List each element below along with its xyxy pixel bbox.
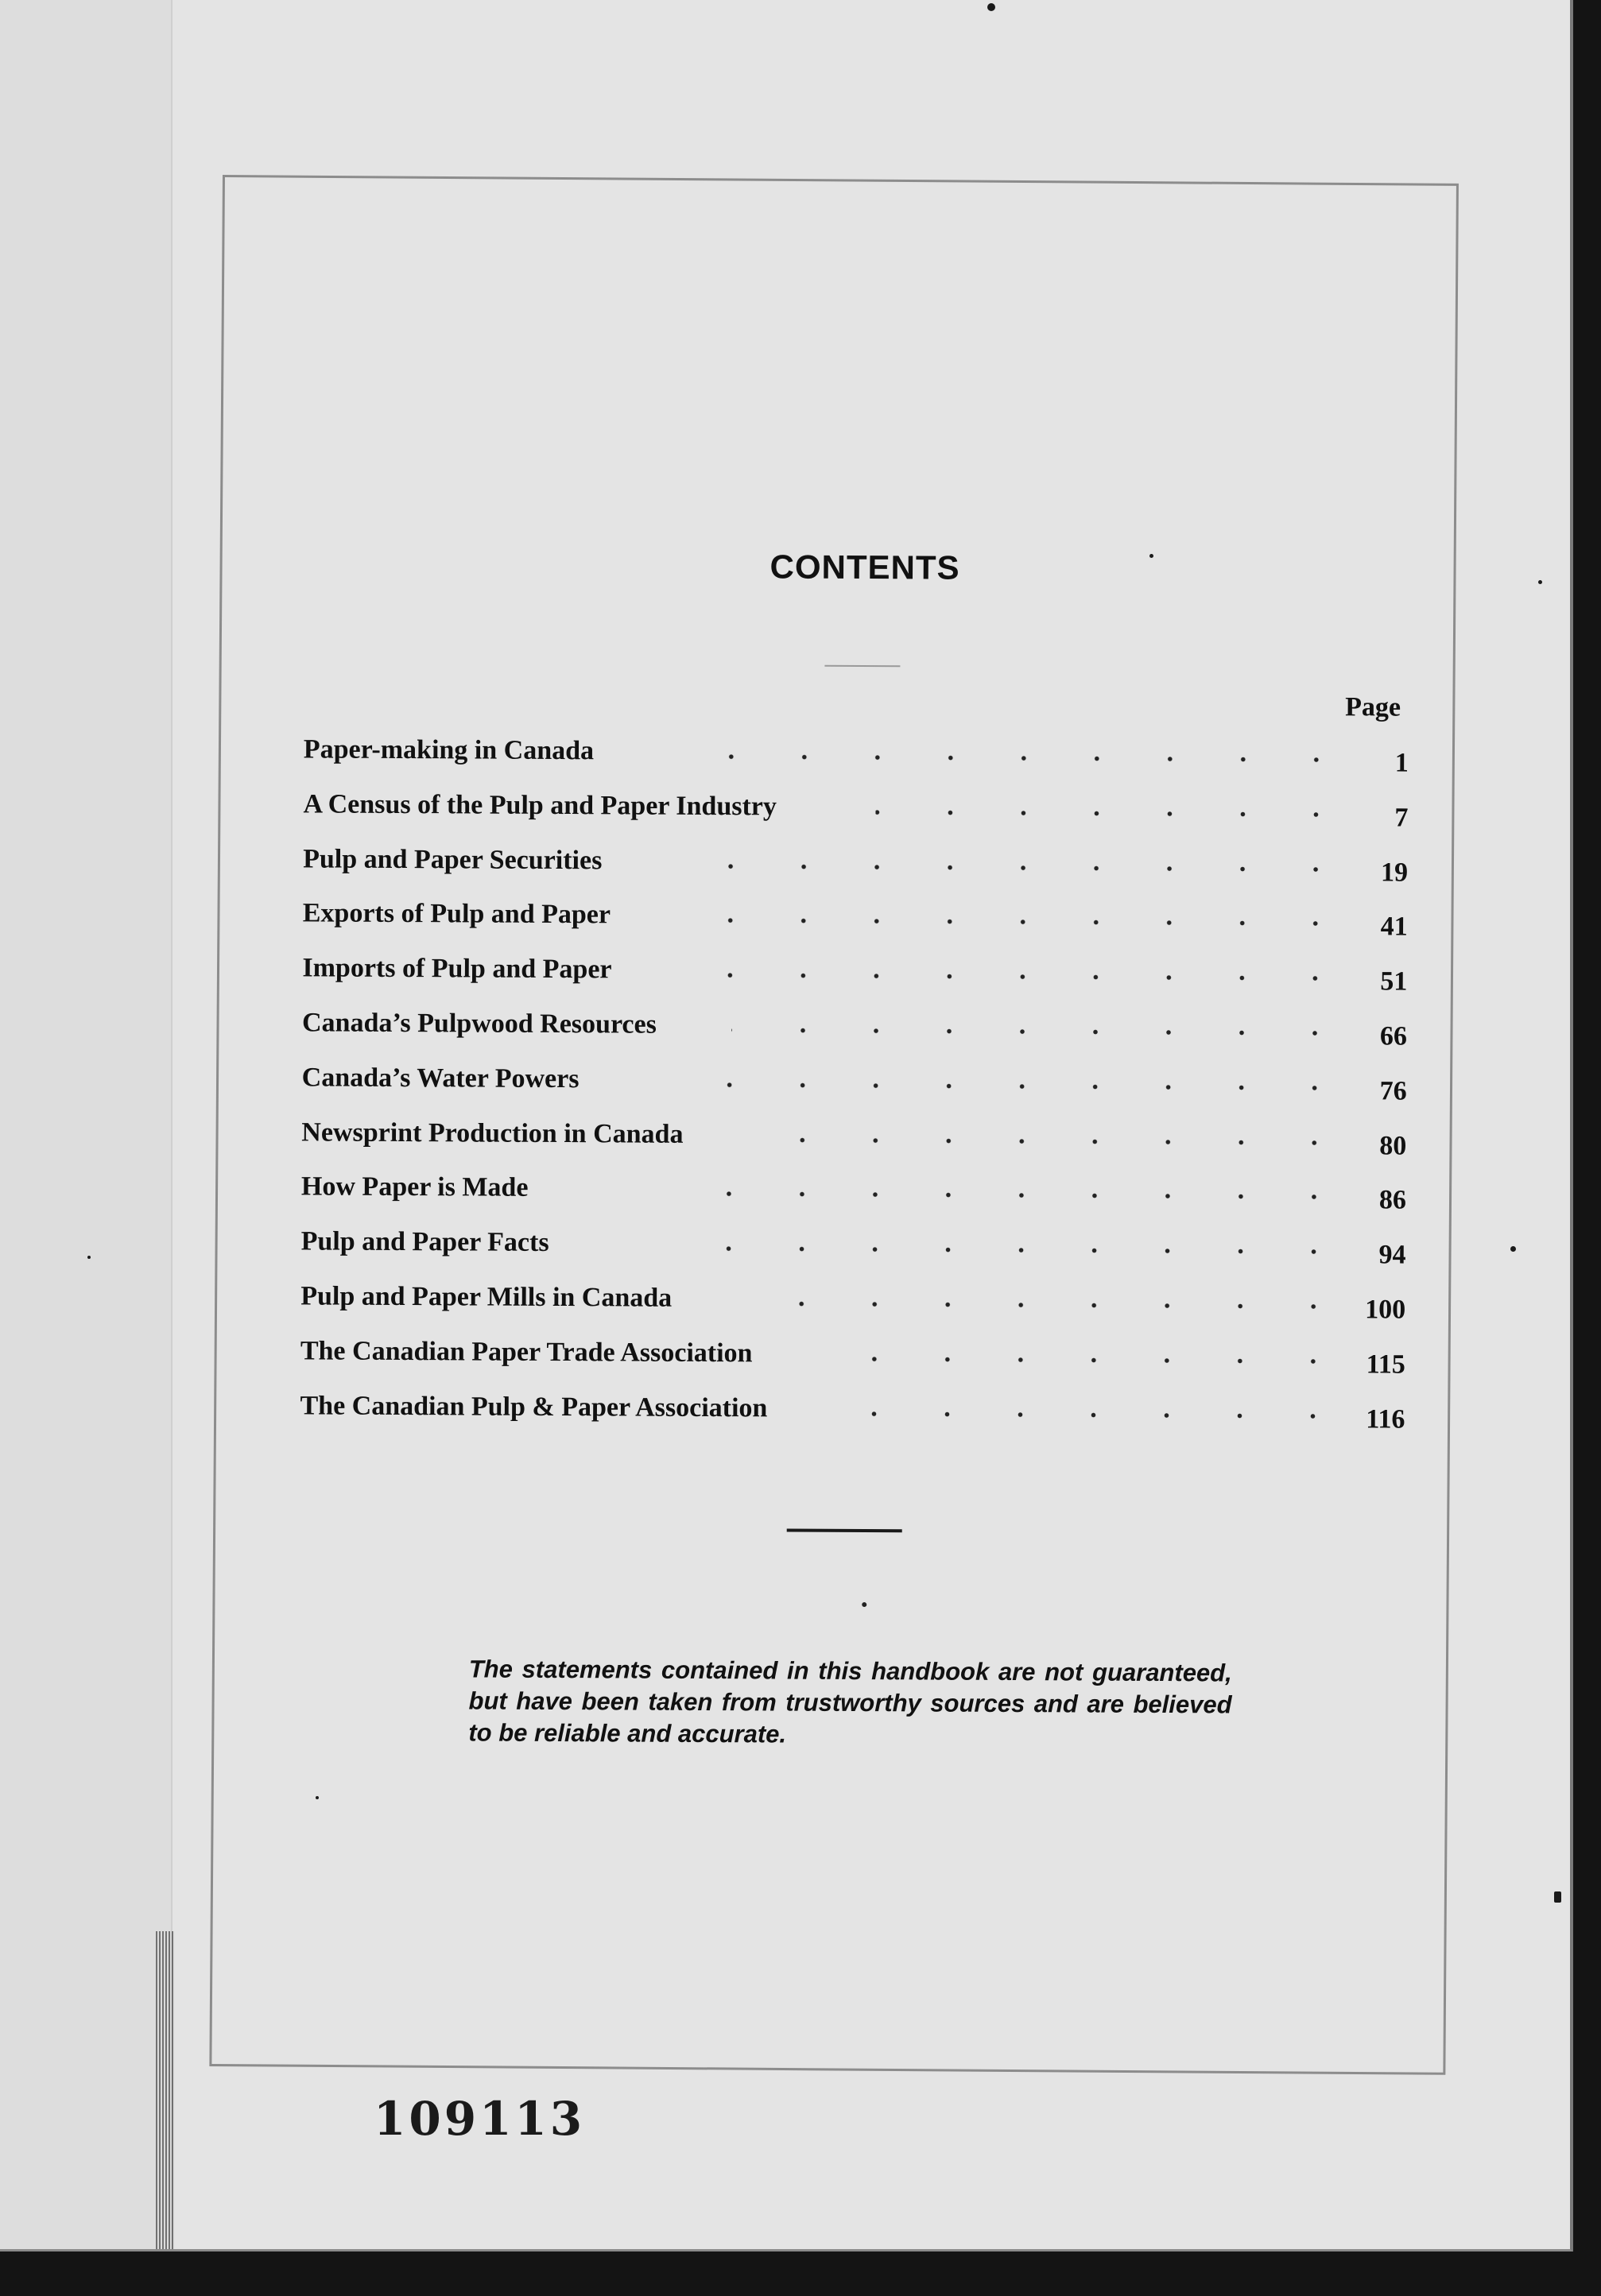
toc-entry[interactable] [303, 892, 1416, 953]
dot-leader [840, 1411, 1349, 1418]
toc-entry[interactable] [303, 783, 1416, 843]
toc-entry-page: 100 [1365, 1295, 1406, 1325]
toc-entry-title: Imports of Pulp and Paper [302, 953, 612, 985]
section-divider [787, 1529, 902, 1533]
title-divider [824, 665, 900, 667]
toc-entry-title: Canada’s Pulpwood Resources [301, 1008, 657, 1040]
toc-entry-title: A Census of the Pulp and Paper Industry [303, 789, 777, 822]
toc-entry[interactable] [300, 1221, 1413, 1281]
scan-speck [1510, 1246, 1516, 1252]
dot-leader [659, 1246, 1351, 1255]
toc-entry-title: Pulp and Paper Mills in Canada [300, 1281, 673, 1313]
toc-entry-title: The Canadian Paper Trade Association [300, 1336, 753, 1369]
toc-entry[interactable] [300, 1384, 1413, 1445]
toc-entry[interactable] [303, 838, 1416, 898]
accession-number: 109113 [374, 2092, 586, 2146]
toc-entry[interactable] [300, 1275, 1413, 1335]
scan-speck [1538, 580, 1542, 584]
dot-leader [661, 863, 1352, 872]
toc-entry-page: 116 [1366, 1404, 1405, 1435]
toc-entry-title: Exports of Pulp and Paper [302, 898, 611, 930]
toc-entry-page: 7 [1394, 803, 1409, 833]
scan-speck [1149, 554, 1153, 558]
toc-entry-page: 19 [1380, 858, 1409, 888]
dot-leader [660, 1082, 1351, 1090]
toc-entry-title: Pulp and Paper Facts [300, 1226, 549, 1258]
page-column-header: Page [1345, 692, 1401, 722]
toc-entry-page: 115 [1366, 1349, 1405, 1380]
dot-leader [875, 810, 1352, 817]
ornament-dot [862, 1602, 866, 1607]
dot-leader [659, 1191, 1351, 1200]
disclaimer-text: The statements contained in this handbook are not guaranteed, but have been taken from trustworthy sources and are believed to be reliable and accurate. [468, 1655, 1232, 1748]
scan-speck [987, 3, 995, 11]
dot-leader [660, 973, 1351, 982]
scan-speck [316, 1796, 319, 1799]
dot-leader [661, 918, 1352, 927]
toc-entry-page: 66 [1379, 1021, 1408, 1051]
dot-leader [731, 1028, 1351, 1036]
toc-entry-title: Pulp and Paper Securities [303, 843, 603, 875]
scan-speck [87, 1256, 91, 1259]
scan-speck [1554, 1891, 1561, 1903]
table-of-contents [300, 728, 1417, 1445]
toc-entry[interactable] [304, 728, 1417, 788]
page-title: CONTENTS [769, 548, 960, 587]
toc-entry-page: 1 [1394, 748, 1409, 778]
dot-leader [762, 1301, 1350, 1309]
dot-leader [841, 1357, 1350, 1364]
toc-entry[interactable] [302, 1001, 1415, 1062]
dot-leader [762, 1137, 1351, 1145]
toc-entry-title: Paper-making in Canada [303, 734, 595, 766]
toc-entry-page: 76 [1379, 1076, 1407, 1106]
toc-entry-title: How Paper is Made [300, 1171, 529, 1203]
dot-leader [661, 754, 1353, 763]
toc-entry-title: The Canadian Pulp & Paper Association [300, 1390, 768, 1423]
toc-entry-page: 86 [1378, 1185, 1407, 1215]
toc-entry[interactable] [302, 947, 1415, 1008]
toc-entry[interactable] [300, 1330, 1413, 1390]
toc-entry-page: 51 [1380, 966, 1408, 997]
toc-entry[interactable] [301, 1056, 1414, 1117]
toc-entry[interactable] [301, 1166, 1414, 1226]
toc-entry-title: Newsprint Production in Canada [301, 1117, 684, 1149]
toc-entry-page: 94 [1378, 1240, 1406, 1270]
toc-entry-page: 80 [1379, 1131, 1407, 1161]
toc-entry[interactable] [301, 1111, 1414, 1171]
toc-entry-page: 41 [1380, 912, 1408, 943]
toc-entry-title: Canada’s Water Powers [301, 1063, 580, 1094]
